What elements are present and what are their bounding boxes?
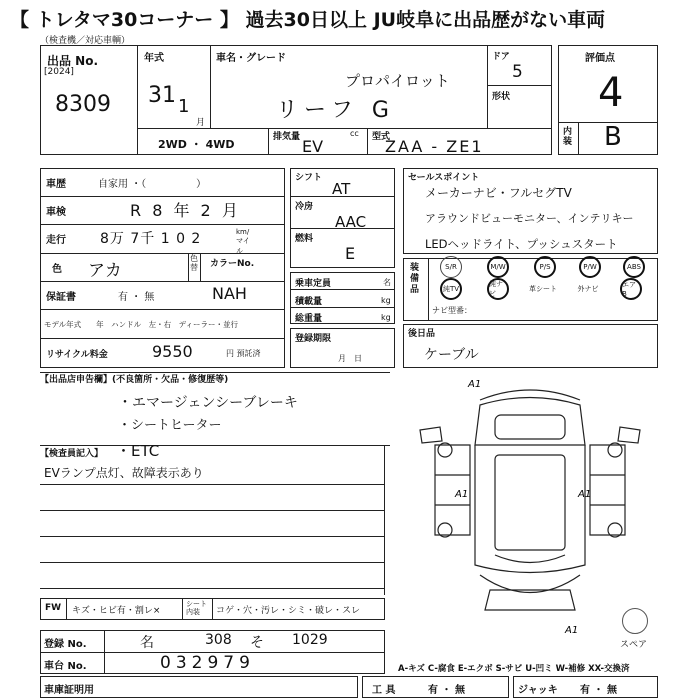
- door-label: ドア: [492, 52, 510, 62]
- colorno-value: NAH: [212, 284, 247, 303]
- fw-label: FW: [45, 603, 62, 613]
- damage-mark-front: A1: [468, 379, 482, 390]
- lot-year-tag: [2024]: [44, 67, 74, 77]
- sales-line-2: アラウンドビューモニター、インテリキー: [425, 212, 634, 225]
- month-unit: 月: [196, 118, 206, 128]
- equipment-label: 装備品: [410, 263, 420, 295]
- equip-navi: 純ナビ: [487, 278, 509, 300]
- type-label: 型式: [372, 132, 391, 142]
- type-value: ZAA - ZE1: [385, 137, 484, 156]
- model-value: リーフ G: [276, 98, 395, 123]
- interior-label: 内装: [563, 127, 573, 147]
- inspection-label: 車検: [46, 207, 66, 218]
- after-value: ケーブル: [424, 347, 479, 363]
- damage-mark-right: A1: [578, 489, 592, 500]
- recycle-value: 9550: [152, 342, 193, 361]
- car-name-label: 車名・グレード: [216, 53, 286, 64]
- shape-label: 形状: [492, 92, 511, 102]
- month-value: 1: [178, 96, 190, 117]
- inspection-value: R 8 年 2 月: [130, 201, 241, 220]
- fuel-value: E: [345, 244, 356, 263]
- tools-value: 有 ・ 無: [428, 685, 465, 696]
- displacement-label: 排気量: [273, 132, 301, 142]
- registration-label: 登録 No.: [44, 639, 87, 650]
- spare-label: スペア: [620, 640, 648, 650]
- damage-legend: A-キズ C-腐食 E-エクボ S-サビ U-凹ミ W-補修 XX-交換済: [398, 664, 630, 674]
- jack-value: 有 ・ 無: [580, 685, 617, 696]
- ac-value: AAC: [335, 213, 367, 231]
- mileage-label: 走行: [46, 235, 66, 246]
- equip-pw: P/W: [579, 256, 601, 278]
- registration-number: 1029: [292, 632, 328, 648]
- capacity-label: 乗車定員: [295, 279, 332, 289]
- history-label: 車歴: [46, 179, 66, 190]
- equip-leather: 革シート: [529, 285, 557, 293]
- equip-ps: P/S: [534, 256, 556, 278]
- regdate-unit: 月 日: [338, 354, 362, 363]
- equip-ext-navi: 外ナビ: [577, 285, 599, 293]
- sales-label: セールスポイント: [408, 173, 480, 183]
- drive-option: 2WD ・ 4WD: [158, 138, 235, 151]
- color-label: 色: [52, 264, 62, 275]
- page-banner: 【 トレタマ30コーナー 】 過去30日以上 JU岐阜に出品歴がない車両: [0, 0, 700, 34]
- registration-kana: そ: [250, 635, 264, 651]
- regdate-label: 登録期限: [295, 334, 332, 344]
- warranty-label: 保証書: [46, 292, 76, 303]
- seat-value: コゲ・穴・汚レ・シミ・破レ・スレ: [216, 606, 361, 616]
- jack-label: ジャッキ: [518, 685, 558, 696]
- after-label: 後日品: [408, 329, 436, 339]
- damage-mark-left: A1: [455, 489, 469, 500]
- displacement-value: EV: [302, 137, 324, 156]
- ac-label: 冷房: [295, 202, 314, 212]
- weight-label: 総重量: [295, 314, 323, 324]
- seat-label: シート内装: [186, 600, 207, 616]
- inspector-note: EVランプ点灯、故障表示あり: [44, 466, 204, 480]
- history-value: 自家用 ・（ ）: [98, 179, 207, 190]
- shift-label: シフト: [295, 173, 323, 183]
- inspector-etc: ・ETC: [116, 442, 160, 460]
- load-unit: kg: [381, 296, 391, 305]
- fuel-label: 燃料: [295, 234, 314, 244]
- spare-tire-icon: [622, 608, 648, 634]
- warranty-value: 有 ・ 無: [118, 292, 155, 303]
- load-label: 積載量: [295, 297, 323, 307]
- applicant-label: 【出品店申告欄】(不良箇所・欠品・修復歴等): [40, 375, 229, 385]
- applicant-line-1: ・エマージェンシーブレーキ: [118, 395, 298, 411]
- equip-tv: 純TV: [440, 278, 462, 300]
- tools-label: 工 具: [372, 685, 396, 696]
- capacity-unit: 名: [383, 278, 391, 287]
- score-value: 4: [598, 70, 624, 116]
- year-label: 年式: [144, 53, 164, 64]
- model-year-row: モデル年式 年 ハンドル 左・右 ディーラー・並行: [44, 320, 239, 329]
- grade-value: プロパイロット: [345, 72, 450, 90]
- weight-unit: kg: [381, 313, 391, 322]
- colorno-label: カラーNo.: [210, 259, 255, 269]
- car-diagram: [400, 375, 660, 640]
- interior-value: B: [604, 122, 622, 152]
- equip-abs: ABS: [623, 256, 645, 278]
- score-label: 評価点: [585, 53, 615, 64]
- sales-line-3: LEDヘッドライト、プッシュスタート: [425, 237, 618, 251]
- lot-label: 出品 No.: [47, 54, 99, 68]
- color-value: アカ: [88, 261, 122, 281]
- equip-mw: M/W: [487, 256, 509, 278]
- year-value: 31: [148, 83, 176, 108]
- applicant-line-2: ・シートヒーター: [118, 418, 222, 433]
- registration-class: 308: [205, 632, 232, 648]
- fw-value: キズ・ヒビ有・割レ×: [72, 606, 161, 616]
- damage-mark-rear: A1: [565, 625, 579, 636]
- chassis-label: 車台 No.: [44, 661, 87, 672]
- sales-line-1: メーカーナビ・フルセグTV: [425, 186, 572, 200]
- repaint-label: 色替: [190, 254, 198, 272]
- equip-airbag: エアB: [620, 278, 642, 300]
- mileage-unit: km/マイル: [236, 228, 250, 255]
- recycle-label: リサイクル料金: [46, 350, 108, 360]
- equip-sunroof: S/R: [440, 256, 462, 278]
- sub-note: （検査機／対応車輌）: [40, 36, 131, 46]
- door-value: 5: [512, 62, 523, 82]
- mileage-value: 8万 7千 1 0 2: [100, 231, 202, 247]
- chassis-value: 032979: [160, 653, 255, 673]
- recycle-unit: 円 預託済: [226, 349, 261, 358]
- lot-number: 8309: [55, 92, 111, 117]
- cert-label: 車庫証明用: [44, 685, 94, 696]
- inspector-label: 【検査員記入】: [40, 449, 104, 459]
- shift-value: AT: [332, 180, 351, 198]
- registration-area: 名: [140, 635, 154, 651]
- nav-model-label: ナビ型番：: [432, 306, 472, 315]
- displacement-unit: cc: [350, 129, 359, 138]
